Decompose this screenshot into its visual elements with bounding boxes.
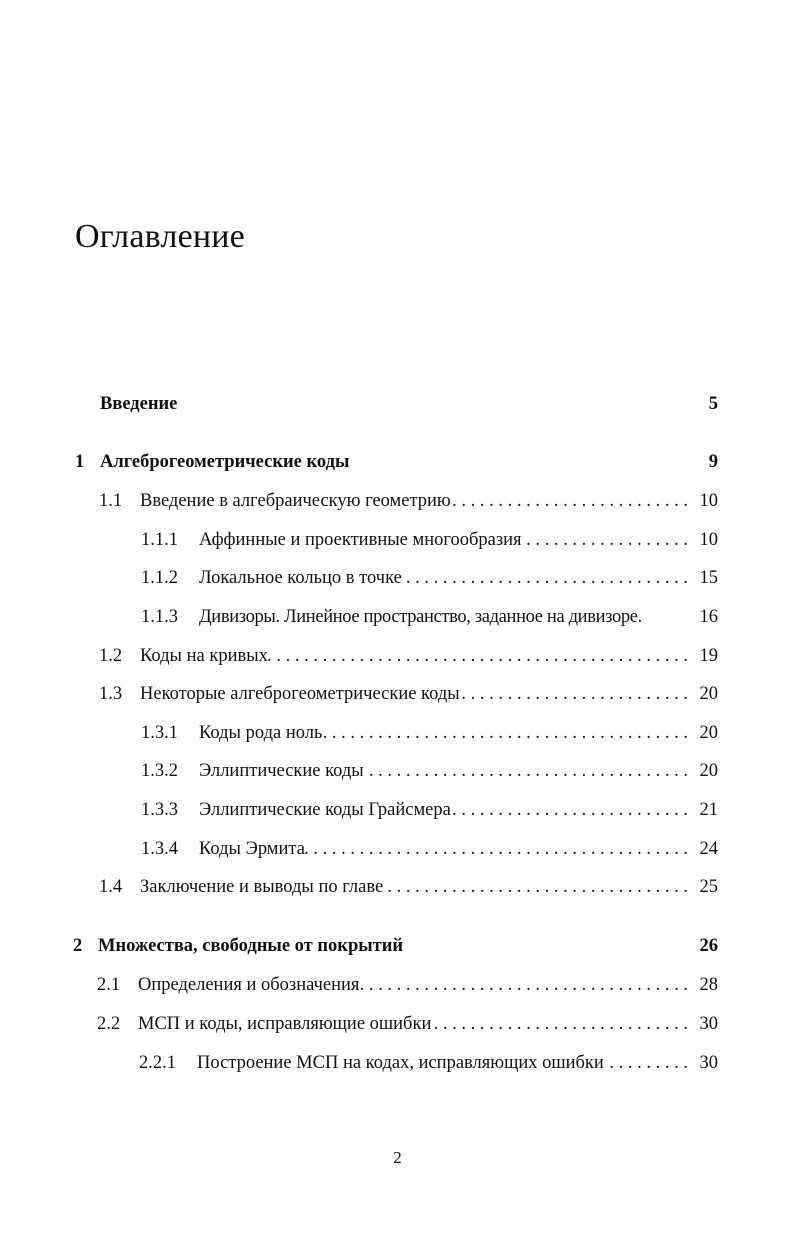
toc-entry-page: 20 (699, 684, 718, 704)
toc-entry-subsection-1-1-2[interactable] (141, 566, 718, 590)
toc-entry-subsection-1-3-4[interactable] (141, 837, 718, 861)
toc-entry-page: 9 (708, 452, 718, 472)
toc-entry-leader (431, 1012, 698, 1036)
toc-entry-leader (322, 721, 698, 745)
toc-entry-page: 15 (699, 568, 718, 588)
toc-entry-subsection-1-1-1[interactable] (141, 528, 718, 552)
toc-entry-label: Аффинные и проективные многообразия (199, 530, 522, 550)
toc-entry-number: 1 (75, 452, 85, 472)
toc-entry-page: 30 (699, 1053, 718, 1073)
toc-entry-label: Коды рода ноль (199, 723, 323, 743)
toc-entry-leader (451, 489, 698, 513)
toc-entry-chapter-1[interactable] (75, 450, 718, 474)
toc-entry-label: Некоторые алгеброгеометрические коды (140, 684, 460, 704)
toc-entry-number: 1.3.2 (141, 761, 178, 781)
toc-entry-page: 26 (699, 936, 718, 956)
toc-entry-subsection-1-3-3[interactable] (141, 798, 718, 822)
toc-entry-label: Эллиптические коды (199, 761, 364, 781)
toc-entry-label: Коды Эрмита (199, 839, 305, 859)
toc-entry-subsection-1-3-1[interactable] (141, 721, 718, 745)
toc-entry-page: 10 (699, 491, 718, 511)
toc-entry-page: 21 (699, 800, 718, 820)
toc-entry-number: 2.1 (97, 975, 121, 995)
toc-entry-label: Коды на кривых (140, 646, 268, 666)
toc-entry-page: 30 (699, 1014, 718, 1034)
toc-entry-subsection-2-2-1[interactable] (139, 1051, 718, 1075)
toc-entry-section-1-1[interactable] (99, 489, 718, 513)
toc-entry-leader (402, 566, 698, 590)
toc-entry-section-1-2[interactable] (99, 644, 718, 668)
toc-entry-number: 1.1.2 (141, 568, 178, 588)
toc-entry-number: 2.2.1 (139, 1053, 176, 1073)
toc-entry-number: 1.3.4 (141, 839, 178, 859)
toc-entry-page: 5 (708, 394, 718, 414)
toc-entry-section-1-4[interactable] (99, 875, 718, 899)
toc-entry-label: Эллиптические коды Грайсмера (199, 800, 451, 820)
toc-entry-chapter-2[interactable] (73, 934, 718, 958)
page-number: 2 (393, 1148, 402, 1167)
toc-entry-number: 1.1 (99, 491, 123, 511)
toc-entry-page: 20 (699, 723, 718, 743)
toc-entry-section-1-3[interactable] (99, 682, 718, 706)
toc-entry-page: 24 (699, 839, 718, 859)
toc-entry-number: 1.2 (99, 646, 123, 666)
toc-entry-leader (604, 1051, 698, 1075)
toc-entry-label: Множества, свободные от покрытий (98, 936, 404, 956)
toc-entry-leader (383, 875, 698, 899)
toc-entry-number: 1.4 (99, 877, 123, 897)
toc-entry-page: 28 (699, 975, 718, 995)
toc-entry-leader (305, 837, 698, 861)
toc-entry-page: 25 (699, 877, 718, 897)
page-title: Оглавление (75, 218, 245, 255)
toc-entry-label: Локальное кольцо в точке (199, 568, 402, 588)
toc-entry-label: Алгеброгеометрические коды (100, 452, 350, 472)
toc-entry-number: 2.2 (97, 1014, 121, 1034)
toc-entry-label: МСП и коды, исправляющие ошибки (138, 1014, 432, 1034)
toc-entry-leader (359, 973, 698, 997)
toc-entry-introduction[interactable] (75, 392, 718, 416)
toc-entry-label: Заключение и выводы по главе (140, 877, 384, 897)
toc-entry-label: Дивизоры. Линейное пространство, заданное на дивизоре. (199, 607, 642, 627)
toc-entry-label: Введение в алгебраическую геометрию (140, 491, 451, 511)
toc-entry-leader (451, 798, 698, 822)
toc-entry-number: 1.1.3 (141, 607, 178, 627)
toc-entry-label: Введение (100, 394, 178, 414)
toc-entry-number: 1.3.1 (141, 723, 178, 743)
toc-entry-page: 10 (699, 530, 718, 550)
toc-entry-number: 2 (73, 936, 83, 956)
toc-entry-label: Построение МСП на кодах, исправляющих ошибки (197, 1053, 604, 1073)
toc-entry-leader (522, 528, 698, 552)
toc-entry-page: 19 (699, 646, 718, 666)
toc-entry-section-2-1[interactable] (97, 973, 718, 997)
toc-entry-section-2-2[interactable] (97, 1012, 718, 1036)
toc-entry-subsection-1-1-3[interactable] (141, 605, 718, 629)
toc-entry-page: 16 (699, 607, 718, 627)
toc-entry-page: 20 (699, 761, 718, 781)
toc-entry-leader (460, 682, 698, 706)
toc-entry-subsection-1-3-2[interactable] (141, 759, 718, 783)
toc-entry-label: Определения и обозначения (138, 975, 360, 995)
toc-entry-number: 1.1.1 (141, 530, 178, 550)
toc-entry-leader (268, 644, 698, 668)
toc-entry-leader (364, 759, 698, 783)
toc-entry-number: 1.3.3 (141, 800, 178, 820)
toc-entry-number: 1.3 (99, 684, 123, 704)
